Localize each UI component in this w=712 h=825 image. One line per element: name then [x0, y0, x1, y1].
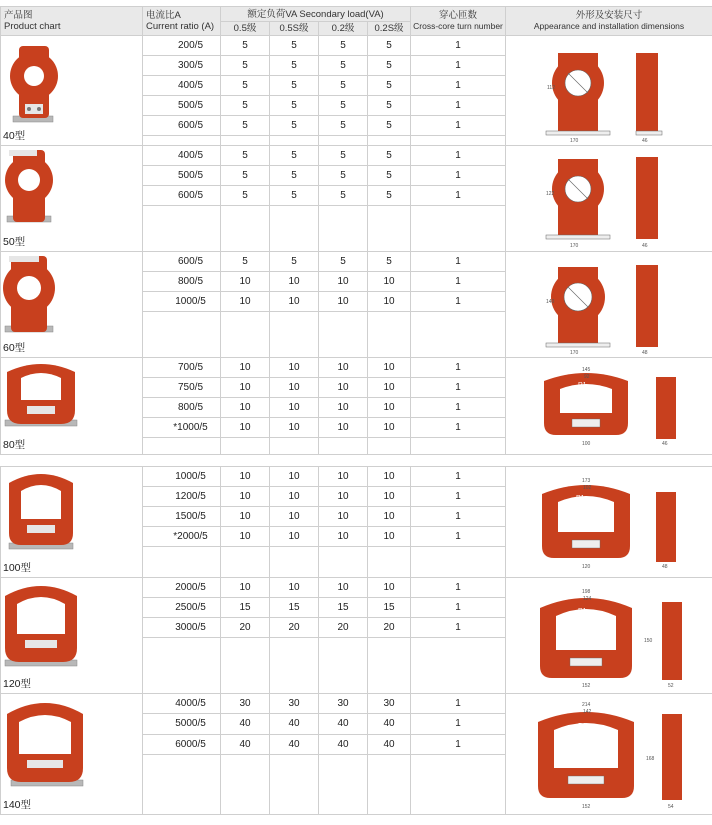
turns-cell: 1 — [411, 487, 506, 507]
load-05s-cell: 10 — [270, 398, 319, 418]
load-05s-cell: 10 — [270, 418, 319, 438]
load-05s-cell: 40 — [270, 714, 319, 734]
turns-cell: 1 — [411, 418, 506, 438]
dim-width-50: 170 — [570, 242, 579, 249]
load-02s-cell: 10 — [368, 487, 411, 507]
load-02s-cell: 10 — [368, 398, 411, 418]
load-02-cell: 40 — [319, 714, 368, 734]
turns-cell: 1 — [411, 398, 506, 418]
load-02s-cell: 10 — [368, 272, 411, 292]
load-05s-cell: 30 — [270, 694, 319, 714]
turns-cell: 1 — [411, 116, 506, 136]
load-02-cell: 10 — [319, 527, 368, 547]
turns-cell: 1 — [411, 146, 506, 166]
load-02s-cell: 5 — [368, 96, 411, 116]
load-02-cell: 15 — [319, 598, 368, 618]
dimension-drawing-50 — [506, 149, 711, 249]
product-cell-100 — [1, 467, 143, 578]
load-05-cell: 10 — [221, 292, 270, 312]
ct-photo-50 — [1, 146, 141, 246]
product-cell-140 — [1, 694, 143, 815]
ct-photo-60 — [1, 252, 141, 352]
ratio-cell: *1000/5 — [143, 418, 221, 438]
load-02-cell: 10 — [319, 272, 368, 292]
load-05s-cell: 5 — [270, 96, 319, 116]
product-cell-80 — [1, 358, 143, 455]
load-02s-cell: 30 — [368, 694, 411, 714]
dim-top-120: 198 — [582, 588, 591, 595]
ratio-cell: 750/5 — [143, 378, 221, 398]
header-dims — [506, 7, 712, 36]
load-02-cell: 5 — [319, 146, 368, 166]
dim-base-80: 100 — [582, 441, 591, 447]
load-02-cell: 5 — [319, 76, 368, 96]
load-05-cell: 20 — [221, 618, 270, 638]
turns-cell: 1 — [411, 598, 506, 618]
header-turns-cn: 穿心匝数 — [439, 10, 478, 21]
dimension-drawing-100 — [506, 470, 711, 574]
load-02-cell: 10 — [319, 292, 368, 312]
ratio-cell: 200/5 — [143, 36, 221, 56]
load-05-cell: 10 — [221, 487, 270, 507]
dim-base-140: 152 — [582, 804, 591, 810]
spec-table-upper — [0, 6, 712, 455]
load-05s-cell: 5 — [270, 186, 319, 206]
ct-photo-80 — [1, 358, 141, 448]
load-02-cell: 10 — [319, 418, 368, 438]
dimension-cell-50 — [506, 146, 712, 252]
ratio-cell: 3000/5 — [143, 618, 221, 638]
dimension-cell-120 — [506, 578, 712, 694]
load-02-cell: 5 — [319, 36, 368, 56]
dim-inner-140: 142 — [583, 709, 592, 715]
ratio-cell: 1000/5 — [143, 292, 221, 312]
load-02s-cell: 5 — [368, 116, 411, 136]
load-05s-cell: 15 — [270, 598, 319, 618]
p1-tag-80: P1 — [578, 382, 587, 389]
ratio-cell: 1500/5 — [143, 507, 221, 527]
dim-top-100: 173 — [582, 478, 591, 484]
p1-tag-120: P1 — [578, 607, 587, 615]
load-02-cell: 10 — [319, 398, 368, 418]
turns-cell: 1 — [411, 166, 506, 186]
product-cell-60 — [1, 252, 143, 358]
load-05s-cell: 10 — [270, 467, 319, 487]
ratio-cell: 400/5 — [143, 76, 221, 96]
load-05-cell: 10 — [221, 378, 270, 398]
header-ratio — [143, 7, 221, 36]
header-product-cn: 产品图 — [4, 10, 33, 21]
header-product-en: Product chart — [4, 21, 61, 32]
turns-cell: 1 — [411, 96, 506, 116]
model-label-100: 100型 — [3, 562, 32, 574]
load-02s-cell: 10 — [368, 378, 411, 398]
load-02-cell: 5 — [319, 186, 368, 206]
product-cell-40 — [1, 36, 143, 146]
load-02-cell: 10 — [319, 487, 368, 507]
turns-cell: 1 — [411, 618, 506, 638]
load-05-cell: 5 — [221, 76, 270, 96]
load-02-cell: 5 — [319, 166, 368, 186]
table-row — [1, 694, 712, 714]
load-05s-cell: 10 — [270, 358, 319, 378]
load-05-cell: 40 — [221, 734, 270, 754]
ct-photo-120 — [1, 578, 141, 686]
header-ratio-cn: 电流比A — [146, 10, 181, 21]
turns-cell: 1 — [411, 252, 506, 272]
load-05s-cell: 10 — [270, 527, 319, 547]
turns-cell: 1 — [411, 36, 506, 56]
load-02-cell: 5 — [319, 116, 368, 136]
load-02-cell: 5 — [319, 56, 368, 76]
load-05s-cell: 5 — [270, 56, 319, 76]
dim-height-40: 112 — [547, 84, 556, 91]
load-05s-cell: 10 — [270, 507, 319, 527]
turns-cell: 1 — [411, 714, 506, 734]
load-05-cell: 10 — [221, 467, 270, 487]
ratio-cell: 500/5 — [143, 96, 221, 116]
header-dims-en: Appearance and installation dimensions — [533, 21, 685, 31]
ratio-cell: 4000/5 — [143, 694, 221, 714]
dim-depth-100: 48 — [662, 564, 668, 570]
dimension-drawing-80 — [506, 361, 711, 451]
load-02s-cell: 10 — [368, 292, 411, 312]
load-05-cell: 5 — [221, 146, 270, 166]
ratio-cell: 300/5 — [143, 56, 221, 76]
ratio-cell: 1000/5 — [143, 467, 221, 487]
load-05s-cell: 5 — [270, 166, 319, 186]
load-02s-cell: 10 — [368, 527, 411, 547]
dim-depth-140: 54 — [668, 804, 674, 810]
load-05-cell: 5 — [221, 186, 270, 206]
dim-base-120: 152 — [582, 682, 591, 689]
dim-height-140: 168 — [646, 756, 655, 762]
load-02s-cell: 40 — [368, 734, 411, 754]
ratio-cell: 700/5 — [143, 358, 221, 378]
load-02s-cell: 10 — [368, 358, 411, 378]
load-02s-cell: 5 — [368, 166, 411, 186]
header-turns — [411, 7, 506, 36]
load-05-cell: 10 — [221, 507, 270, 527]
dim-height-60: 140 — [546, 298, 555, 305]
turns-cell: 1 — [411, 507, 506, 527]
load-05-cell: 30 — [221, 694, 270, 714]
load-05-cell: 10 — [221, 398, 270, 418]
load-05s-cell: 40 — [270, 734, 319, 754]
load-05-cell: 10 — [221, 527, 270, 547]
dimension-cell-140 — [506, 694, 712, 815]
p1-tag-140: P1 — [578, 723, 587, 730]
header-turns-en: Cross-core turn number — [413, 21, 503, 31]
product-cell-50 — [1, 146, 143, 252]
load-05s-cell: 10 — [270, 578, 319, 598]
load-02s-cell: 40 — [368, 714, 411, 734]
table-row — [1, 358, 712, 378]
load-02s-cell: 5 — [368, 36, 411, 56]
load-05-cell: 5 — [221, 166, 270, 186]
dim-depth-60: 48 — [642, 349, 648, 355]
ratio-cell: 2500/5 — [143, 598, 221, 618]
load-05-cell: 5 — [221, 252, 270, 272]
turns-cell: 1 — [411, 292, 506, 312]
load-05-cell: 10 — [221, 272, 270, 292]
ratio-cell: 6000/5 — [143, 734, 221, 754]
ct-photo-40 — [1, 36, 141, 142]
ratio-cell: 800/5 — [143, 398, 221, 418]
ratio-cell: 500/5 — [143, 166, 221, 186]
ratio-cell: 800/5 — [143, 272, 221, 292]
load-02s-cell: 5 — [368, 146, 411, 166]
load-02s-cell: 10 — [368, 467, 411, 487]
dimension-cell-40 — [506, 36, 712, 146]
load-02-cell: 10 — [319, 358, 368, 378]
ratio-cell: 1200/5 — [143, 487, 221, 507]
load-05s-cell: 5 — [270, 116, 319, 136]
load-02s-cell: 15 — [368, 598, 411, 618]
model-label-40: 40型 — [3, 130, 26, 142]
header-class-05: 0.5级 — [221, 22, 270, 36]
load-05s-cell: 10 — [270, 487, 319, 507]
turns-cell: 1 — [411, 694, 506, 714]
dim-depth-50: 46 — [642, 242, 648, 249]
ratio-cell: *2000/5 — [143, 527, 221, 547]
load-05s-cell: 10 — [270, 272, 319, 292]
dim-top-140: 214 — [582, 702, 591, 708]
load-05-cell: 5 — [221, 56, 270, 76]
load-02-cell: 10 — [319, 467, 368, 487]
load-02s-cell: 10 — [368, 578, 411, 598]
turns-cell: 1 — [411, 76, 506, 96]
load-05-cell: 10 — [221, 578, 270, 598]
ratio-cell: 2000/5 — [143, 578, 221, 598]
header-product — [1, 7, 143, 36]
dim-width-60: 170 — [570, 349, 579, 355]
dim-inner-80: 92 — [584, 374, 590, 380]
load-02-cell: 10 — [319, 378, 368, 398]
turns-cell: 1 — [411, 186, 506, 206]
ratio-cell: 5000/5 — [143, 714, 221, 734]
load-05s-cell: 5 — [270, 36, 319, 56]
load-02s-cell: 10 — [368, 418, 411, 438]
dim-inner-100: 102 — [583, 485, 592, 491]
dim-base-100: 120 — [582, 564, 591, 570]
load-02-cell: 10 — [319, 507, 368, 527]
turns-cell: 1 — [411, 378, 506, 398]
load-05-cell: 5 — [221, 116, 270, 136]
table-row — [1, 36, 712, 56]
load-05s-cell: 5 — [270, 252, 319, 272]
ratio-cell: 600/5 — [143, 116, 221, 136]
table-row — [1, 578, 712, 598]
load-02-cell: 5 — [319, 252, 368, 272]
table-row — [1, 252, 712, 272]
header-class-02s: 0.2S级 — [368, 22, 411, 36]
model-label-60: 60型 — [3, 342, 26, 354]
load-02s-cell: 5 — [368, 76, 411, 96]
load-05-cell: 5 — [221, 96, 270, 116]
load-02-cell: 40 — [319, 734, 368, 754]
header-dims-cn: 外形及安装尺寸 — [575, 10, 643, 21]
p1-tag-100: P1 — [576, 495, 585, 502]
dim-inner-120: 124 — [583, 595, 592, 602]
dim-top-80: 145 — [582, 367, 591, 373]
ratio-cell: 400/5 — [143, 146, 221, 166]
header-class-02: 0.2级 — [319, 22, 368, 36]
ct-photo-140 — [1, 694, 141, 806]
ratio-cell: 600/5 — [143, 252, 221, 272]
load-02s-cell: 10 — [368, 507, 411, 527]
model-label-140: 140型 — [3, 799, 32, 811]
load-02-cell: 5 — [319, 96, 368, 116]
load-05-cell: 10 — [221, 358, 270, 378]
load-05s-cell: 5 — [270, 76, 319, 96]
load-05-cell: 40 — [221, 714, 270, 734]
dim-depth-80: 46 — [662, 441, 668, 447]
load-02s-cell: 5 — [368, 252, 411, 272]
dim-width-40: 170 — [570, 137, 579, 143]
ct-photo-100 — [1, 467, 141, 571]
dim-height-120: 150 — [644, 637, 653, 644]
turns-cell: 1 — [411, 272, 506, 292]
load-02-cell: 10 — [319, 578, 368, 598]
ratio-cell: 600/5 — [143, 186, 221, 206]
turns-cell: 1 — [411, 358, 506, 378]
load-05s-cell: 5 — [270, 146, 319, 166]
header-load-title: 额定负荷VA Secondary load(VA) — [221, 7, 411, 22]
turns-cell: 1 — [411, 734, 506, 754]
load-02s-cell: 20 — [368, 618, 411, 638]
load-05s-cell: 10 — [270, 292, 319, 312]
load-02s-cell: 5 — [368, 56, 411, 76]
table-row — [1, 467, 712, 487]
dimension-drawing-120 — [506, 582, 711, 690]
dimension-drawing-40 — [506, 39, 711, 143]
model-label-120: 120型 — [3, 678, 32, 690]
turns-cell: 1 — [411, 56, 506, 76]
dim-depth-120: 52 — [668, 682, 674, 689]
product-cell-120 — [1, 578, 143, 694]
turns-cell: 1 — [411, 578, 506, 598]
turns-cell: 1 — [411, 527, 506, 547]
load-02-cell: 20 — [319, 618, 368, 638]
dimension-drawing-60 — [506, 255, 711, 355]
model-label-50: 50型 — [3, 236, 26, 248]
load-02-cell: 30 — [319, 694, 368, 714]
dimension-cell-80 — [506, 358, 712, 455]
load-05-cell: 10 — [221, 418, 270, 438]
load-02s-cell: 5 — [368, 186, 411, 206]
load-05s-cell: 10 — [270, 378, 319, 398]
header-ratio-en: Current ratio (A) — [146, 21, 215, 32]
header-class-05s: 0.5S级 — [270, 22, 319, 36]
spec-table-lower — [0, 466, 712, 815]
table-row — [1, 146, 712, 166]
dim-height-50: 122 — [546, 190, 555, 197]
model-label-80: 80型 — [3, 439, 26, 451]
dimension-drawing-140 — [506, 696, 711, 812]
turns-cell: 1 — [411, 467, 506, 487]
dim-depth-40: 46 — [642, 137, 648, 143]
load-05s-cell: 20 — [270, 618, 319, 638]
dimension-cell-100 — [506, 467, 712, 578]
dimension-cell-60 — [506, 252, 712, 358]
load-05-cell: 15 — [221, 598, 270, 618]
load-05-cell: 5 — [221, 36, 270, 56]
